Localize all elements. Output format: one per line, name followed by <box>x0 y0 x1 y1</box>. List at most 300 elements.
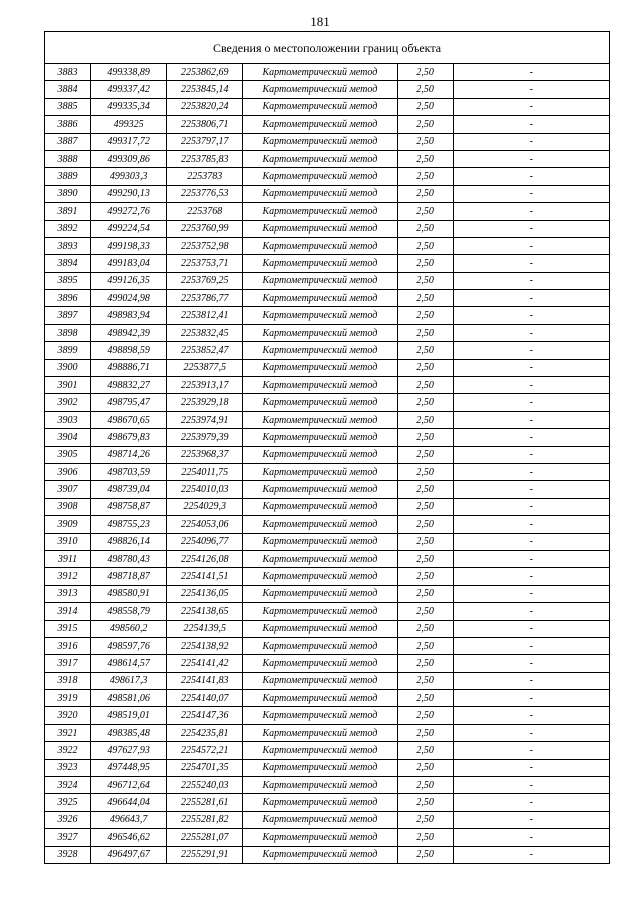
table-row <box>45 481 610 498</box>
y-coordinate-cell: 2254147,36 <box>167 707 243 724</box>
table-row <box>45 637 610 654</box>
y-coordinate-cell: 2254572,21 <box>167 742 243 759</box>
description-cell: - <box>453 811 609 828</box>
accuracy-cell: 2,50 <box>397 637 453 654</box>
description-cell: - <box>453 98 609 115</box>
description-cell: - <box>453 64 609 81</box>
y-coordinate-cell: 2254138,65 <box>167 603 243 620</box>
x-coordinate-cell: 498739,04 <box>91 481 167 498</box>
x-coordinate-cell: 496644,04 <box>91 794 167 811</box>
description-cell: - <box>453 585 609 602</box>
x-coordinate-cell: 499183,04 <box>91 255 167 272</box>
y-coordinate-cell: 2253783 <box>167 168 243 185</box>
y-coordinate-cell: 2253752,98 <box>167 237 243 254</box>
point-number-cell: 3926 <box>45 811 91 828</box>
description-cell: - <box>453 655 609 672</box>
x-coordinate-cell: 498670,65 <box>91 411 167 428</box>
description-cell: - <box>453 759 609 776</box>
table-row <box>45 185 610 202</box>
point-number-cell: 3915 <box>45 620 91 637</box>
point-number-cell: 3899 <box>45 342 91 359</box>
table-row <box>45 811 610 828</box>
point-number-cell: 3895 <box>45 272 91 289</box>
point-number-cell: 3891 <box>45 203 91 220</box>
method-cell: Картометрический метод <box>243 133 397 150</box>
accuracy-cell: 2,50 <box>397 272 453 289</box>
point-number-cell: 3890 <box>45 185 91 202</box>
x-coordinate-cell: 499224,54 <box>91 220 167 237</box>
x-coordinate-cell: 498942,39 <box>91 324 167 341</box>
accuracy-cell: 2,50 <box>397 307 453 324</box>
y-coordinate-cell: 2254139,5 <box>167 620 243 637</box>
y-coordinate-cell: 2254140,07 <box>167 690 243 707</box>
method-cell: Картометрический метод <box>243 481 397 498</box>
description-cell: - <box>453 829 609 846</box>
table-title-row <box>45 32 610 64</box>
x-coordinate-cell: 499309,86 <box>91 150 167 167</box>
description-cell: - <box>453 672 609 689</box>
accuracy-cell: 2,50 <box>397 64 453 81</box>
x-coordinate-cell: 498617,3 <box>91 672 167 689</box>
y-coordinate-cell: 2255281,82 <box>167 811 243 828</box>
accuracy-cell: 2,50 <box>397 759 453 776</box>
y-coordinate-cell: 2253768 <box>167 203 243 220</box>
x-coordinate-cell: 499126,35 <box>91 272 167 289</box>
description-cell: - <box>453 446 609 463</box>
x-coordinate-cell: 498714,26 <box>91 446 167 463</box>
y-coordinate-cell: 2254010,03 <box>167 481 243 498</box>
x-coordinate-cell: 496497,67 <box>91 846 167 863</box>
y-coordinate-cell: 2254141,83 <box>167 672 243 689</box>
table-row <box>45 168 610 185</box>
accuracy-cell: 2,50 <box>397 446 453 463</box>
y-coordinate-cell: 2255291,91 <box>167 846 243 863</box>
method-cell: Картометрический метод <box>243 777 397 794</box>
method-cell: Картометрический метод <box>243 429 397 446</box>
x-coordinate-cell: 496546,62 <box>91 829 167 846</box>
y-coordinate-cell: 2253913,17 <box>167 377 243 394</box>
accuracy-cell: 2,50 <box>397 98 453 115</box>
point-number-cell: 3909 <box>45 516 91 533</box>
accuracy-cell: 2,50 <box>397 150 453 167</box>
description-cell: - <box>453 742 609 759</box>
x-coordinate-cell: 498519,01 <box>91 707 167 724</box>
y-coordinate-cell: 2254235,81 <box>167 724 243 741</box>
y-coordinate-cell: 2254096,77 <box>167 533 243 550</box>
accuracy-cell: 2,50 <box>397 829 453 846</box>
page-number: 181 <box>310 14 330 29</box>
x-coordinate-cell: 499303,3 <box>91 168 167 185</box>
description-cell: - <box>453 846 609 863</box>
description-cell: - <box>453 637 609 654</box>
x-coordinate-cell: 498983,94 <box>91 307 167 324</box>
description-cell: - <box>453 550 609 567</box>
method-cell: Картометрический метод <box>243 829 397 846</box>
point-number-cell: 3885 <box>45 98 91 115</box>
table-row <box>45 133 610 150</box>
table-row <box>45 290 610 307</box>
table-row <box>45 463 610 480</box>
x-coordinate-cell: 499325 <box>91 116 167 133</box>
method-cell: Картометрический метод <box>243 742 397 759</box>
method-cell: Картометрический метод <box>243 516 397 533</box>
x-coordinate-cell: 498795,47 <box>91 394 167 411</box>
method-cell: Картометрический метод <box>243 342 397 359</box>
y-coordinate-cell: 2253968,37 <box>167 446 243 463</box>
method-cell: Картометрический метод <box>243 394 397 411</box>
x-coordinate-cell: 499272,76 <box>91 203 167 220</box>
x-coordinate-cell: 499337,42 <box>91 81 167 98</box>
description-cell: - <box>453 237 609 254</box>
boundary-coordinates-table <box>44 31 610 864</box>
x-coordinate-cell: 498614,57 <box>91 655 167 672</box>
description-cell: - <box>453 533 609 550</box>
description-cell: - <box>453 411 609 428</box>
accuracy-cell: 2,50 <box>397 377 453 394</box>
table-row <box>45 411 610 428</box>
method-cell: Картометрический метод <box>243 550 397 567</box>
x-coordinate-cell: 499338,89 <box>91 64 167 81</box>
x-coordinate-cell: 499198,33 <box>91 237 167 254</box>
table-row <box>45 307 610 324</box>
point-number-cell: 3914 <box>45 603 91 620</box>
description-cell: - <box>453 150 609 167</box>
table-row <box>45 759 610 776</box>
point-number-cell: 3924 <box>45 777 91 794</box>
point-number-cell: 3912 <box>45 568 91 585</box>
method-cell: Картометрический метод <box>243 220 397 237</box>
point-number-cell: 3917 <box>45 655 91 672</box>
description-cell: - <box>453 690 609 707</box>
accuracy-cell: 2,50 <box>397 237 453 254</box>
accuracy-cell: 2,50 <box>397 585 453 602</box>
method-cell: Картометрический метод <box>243 463 397 480</box>
method-cell: Картометрический метод <box>243 724 397 741</box>
accuracy-cell: 2,50 <box>397 342 453 359</box>
table-row <box>45 237 610 254</box>
y-coordinate-cell: 2253776,53 <box>167 185 243 202</box>
y-coordinate-cell: 2253812,41 <box>167 307 243 324</box>
method-cell: Картометрический метод <box>243 498 397 515</box>
accuracy-cell: 2,50 <box>397 290 453 307</box>
method-cell: Картометрический метод <box>243 185 397 202</box>
y-coordinate-cell: 2254029,3 <box>167 498 243 515</box>
y-coordinate-cell: 2253820,24 <box>167 98 243 115</box>
point-number-cell: 3894 <box>45 255 91 272</box>
method-cell: Картометрический метод <box>243 324 397 341</box>
point-number-cell: 3892 <box>45 220 91 237</box>
point-number-cell: 3907 <box>45 481 91 498</box>
accuracy-cell: 2,50 <box>397 846 453 863</box>
accuracy-cell: 2,50 <box>397 359 453 376</box>
y-coordinate-cell: 2255240,03 <box>167 777 243 794</box>
y-coordinate-cell: 2253760,99 <box>167 220 243 237</box>
method-cell: Картометрический метод <box>243 707 397 724</box>
method-cell: Картометрический метод <box>243 237 397 254</box>
description-cell: - <box>453 255 609 272</box>
y-coordinate-cell: 2253862,69 <box>167 64 243 81</box>
method-cell: Картометрический метод <box>243 759 397 776</box>
table-body <box>45 32 610 864</box>
description-cell: - <box>453 168 609 185</box>
accuracy-cell: 2,50 <box>397 429 453 446</box>
point-number-cell: 3903 <box>45 411 91 428</box>
table-row <box>45 516 610 533</box>
method-cell: Картометрический метод <box>243 290 397 307</box>
x-coordinate-cell: 499024,98 <box>91 290 167 307</box>
point-number-cell: 3889 <box>45 168 91 185</box>
point-number-cell: 3905 <box>45 446 91 463</box>
y-coordinate-cell: 2253769,25 <box>167 272 243 289</box>
point-number-cell: 3908 <box>45 498 91 515</box>
point-number-cell: 3898 <box>45 324 91 341</box>
point-number-cell: 3913 <box>45 585 91 602</box>
point-number-cell: 3900 <box>45 359 91 376</box>
y-coordinate-cell: 2253979,39 <box>167 429 243 446</box>
table-row <box>45 429 610 446</box>
y-coordinate-cell: 2254126,08 <box>167 550 243 567</box>
y-coordinate-cell: 2254136,05 <box>167 585 243 602</box>
table-row <box>45 550 610 567</box>
method-cell: Картометрический метод <box>243 811 397 828</box>
description-cell: - <box>453 290 609 307</box>
table-row <box>45 150 610 167</box>
x-coordinate-cell: 498385,48 <box>91 724 167 741</box>
x-coordinate-cell: 498718,87 <box>91 568 167 585</box>
accuracy-cell: 2,50 <box>397 203 453 220</box>
description-cell: - <box>453 463 609 480</box>
x-coordinate-cell: 498679,83 <box>91 429 167 446</box>
accuracy-cell: 2,50 <box>397 133 453 150</box>
description-cell: - <box>453 794 609 811</box>
accuracy-cell: 2,50 <box>397 185 453 202</box>
method-cell: Картометрический метод <box>243 98 397 115</box>
accuracy-cell: 2,50 <box>397 116 453 133</box>
accuracy-cell: 2,50 <box>397 794 453 811</box>
method-cell: Картометрический метод <box>243 203 397 220</box>
x-coordinate-cell: 498758,87 <box>91 498 167 515</box>
method-cell: Картометрический метод <box>243 377 397 394</box>
accuracy-cell: 2,50 <box>397 672 453 689</box>
description-cell: - <box>453 429 609 446</box>
method-cell: Картометрический метод <box>243 150 397 167</box>
method-cell: Картометрический метод <box>243 585 397 602</box>
point-number-cell: 3884 <box>45 81 91 98</box>
accuracy-cell: 2,50 <box>397 603 453 620</box>
accuracy-cell: 2,50 <box>397 550 453 567</box>
method-cell: Картометрический метод <box>243 359 397 376</box>
point-number-cell: 3883 <box>45 64 91 81</box>
description-cell: - <box>453 133 609 150</box>
point-number-cell: 3918 <box>45 672 91 689</box>
accuracy-cell: 2,50 <box>397 255 453 272</box>
x-coordinate-cell: 499317,72 <box>91 133 167 150</box>
description-cell: - <box>453 498 609 515</box>
x-coordinate-cell: 496712,64 <box>91 777 167 794</box>
description-cell: - <box>453 568 609 585</box>
y-coordinate-cell: 2253753,71 <box>167 255 243 272</box>
point-number-cell: 3921 <box>45 724 91 741</box>
description-cell: - <box>453 272 609 289</box>
y-coordinate-cell: 2253785,83 <box>167 150 243 167</box>
x-coordinate-cell: 498597,76 <box>91 637 167 654</box>
point-number-cell: 3904 <box>45 429 91 446</box>
description-cell: - <box>453 481 609 498</box>
table-row <box>45 724 610 741</box>
point-number-cell: 3886 <box>45 116 91 133</box>
point-number-cell: 3910 <box>45 533 91 550</box>
table-row <box>45 690 610 707</box>
accuracy-cell: 2,50 <box>397 620 453 637</box>
accuracy-cell: 2,50 <box>397 324 453 341</box>
method-cell: Картометрический метод <box>243 307 397 324</box>
description-cell: - <box>453 203 609 220</box>
table-row <box>45 394 610 411</box>
table-row <box>45 568 610 585</box>
point-number-cell: 3920 <box>45 707 91 724</box>
y-coordinate-cell: 2254011,75 <box>167 463 243 480</box>
point-number-cell: 3922 <box>45 742 91 759</box>
accuracy-cell: 2,50 <box>397 811 453 828</box>
table-row <box>45 203 610 220</box>
method-cell: Картометрический метод <box>243 672 397 689</box>
accuracy-cell: 2,50 <box>397 655 453 672</box>
description-cell: - <box>453 342 609 359</box>
accuracy-cell: 2,50 <box>397 481 453 498</box>
description-cell: - <box>453 394 609 411</box>
method-cell: Картометрический метод <box>243 116 397 133</box>
description-cell: - <box>453 324 609 341</box>
point-number-cell: 3923 <box>45 759 91 776</box>
point-number-cell: 3896 <box>45 290 91 307</box>
accuracy-cell: 2,50 <box>397 516 453 533</box>
table-row <box>45 377 610 394</box>
y-coordinate-cell: 2254141,42 <box>167 655 243 672</box>
table-row <box>45 794 610 811</box>
y-coordinate-cell: 2253845,14 <box>167 81 243 98</box>
x-coordinate-cell: 497448,95 <box>91 759 167 776</box>
y-coordinate-cell: 2254701,35 <box>167 759 243 776</box>
method-cell: Картометрический метод <box>243 655 397 672</box>
table-row <box>45 359 610 376</box>
x-coordinate-cell: 498558,79 <box>91 603 167 620</box>
table-row <box>45 116 610 133</box>
accuracy-cell: 2,50 <box>397 533 453 550</box>
point-number-cell: 3919 <box>45 690 91 707</box>
y-coordinate-cell: 2253832,45 <box>167 324 243 341</box>
method-cell: Картометрический метод <box>243 411 397 428</box>
table-row <box>45 846 610 863</box>
x-coordinate-cell: 498780,43 <box>91 550 167 567</box>
table-row <box>45 742 610 759</box>
x-coordinate-cell: 498826,14 <box>91 533 167 550</box>
method-cell: Картометрический метод <box>243 603 397 620</box>
description-cell: - <box>453 620 609 637</box>
table-row <box>45 255 610 272</box>
accuracy-cell: 2,50 <box>397 463 453 480</box>
x-coordinate-cell: 499290,13 <box>91 185 167 202</box>
method-cell: Картометрический метод <box>243 272 397 289</box>
y-coordinate-cell: 2253974,91 <box>167 411 243 428</box>
y-coordinate-cell: 2253852,47 <box>167 342 243 359</box>
x-coordinate-cell: 497627,93 <box>91 742 167 759</box>
description-cell: - <box>453 724 609 741</box>
accuracy-cell: 2,50 <box>397 724 453 741</box>
y-coordinate-cell: 2255281,07 <box>167 829 243 846</box>
accuracy-cell: 2,50 <box>397 690 453 707</box>
y-coordinate-cell: 2254141,51 <box>167 568 243 585</box>
accuracy-cell: 2,50 <box>397 707 453 724</box>
table-row <box>45 98 610 115</box>
point-number-cell: 3902 <box>45 394 91 411</box>
point-number-cell: 3888 <box>45 150 91 167</box>
description-cell: - <box>453 116 609 133</box>
table-row <box>45 603 610 620</box>
accuracy-cell: 2,50 <box>397 568 453 585</box>
table-row <box>45 64 610 81</box>
method-cell: Картометрический метод <box>243 846 397 863</box>
method-cell: Картометрический метод <box>243 64 397 81</box>
description-cell: - <box>453 707 609 724</box>
y-coordinate-cell: 2253797,17 <box>167 133 243 150</box>
table-row <box>45 81 610 98</box>
method-cell: Картометрический метод <box>243 794 397 811</box>
table-row <box>45 707 610 724</box>
accuracy-cell: 2,50 <box>397 411 453 428</box>
table-row <box>45 324 610 341</box>
table-row <box>45 272 610 289</box>
description-cell: - <box>453 359 609 376</box>
y-coordinate-cell: 2253877,5 <box>167 359 243 376</box>
y-coordinate-cell: 2254053,06 <box>167 516 243 533</box>
x-coordinate-cell: 499335,34 <box>91 98 167 115</box>
table-row <box>45 672 610 689</box>
y-coordinate-cell: 2253786,77 <box>167 290 243 307</box>
method-cell: Картометрический метод <box>243 620 397 637</box>
description-cell: - <box>453 603 609 620</box>
x-coordinate-cell: 498581,06 <box>91 690 167 707</box>
method-cell: Картометрический метод <box>243 446 397 463</box>
table-row <box>45 620 610 637</box>
y-coordinate-cell: 2253929,18 <box>167 394 243 411</box>
table-row <box>45 533 610 550</box>
method-cell: Картометрический метод <box>243 255 397 272</box>
method-cell: Картометрический метод <box>243 81 397 98</box>
description-cell: - <box>453 220 609 237</box>
point-number-cell: 3916 <box>45 637 91 654</box>
point-number-cell: 3928 <box>45 846 91 863</box>
x-coordinate-cell: 498898,59 <box>91 342 167 359</box>
x-coordinate-cell: 498580,91 <box>91 585 167 602</box>
point-number-cell: 3925 <box>45 794 91 811</box>
accuracy-cell: 2,50 <box>397 81 453 98</box>
x-coordinate-cell: 498832,27 <box>91 377 167 394</box>
table-row <box>45 655 610 672</box>
point-number-cell: 3906 <box>45 463 91 480</box>
x-coordinate-cell: 496643,7 <box>91 811 167 828</box>
description-cell: - <box>453 777 609 794</box>
method-cell: Картометрический метод <box>243 168 397 185</box>
table-row <box>45 777 610 794</box>
accuracy-cell: 2,50 <box>397 777 453 794</box>
accuracy-cell: 2,50 <box>397 742 453 759</box>
table-title: Сведения о местоположении границ объекта <box>45 32 610 64</box>
table-row <box>45 220 610 237</box>
table-row <box>45 342 610 359</box>
accuracy-cell: 2,50 <box>397 168 453 185</box>
point-number-cell: 3897 <box>45 307 91 324</box>
y-coordinate-cell: 2255281,61 <box>167 794 243 811</box>
